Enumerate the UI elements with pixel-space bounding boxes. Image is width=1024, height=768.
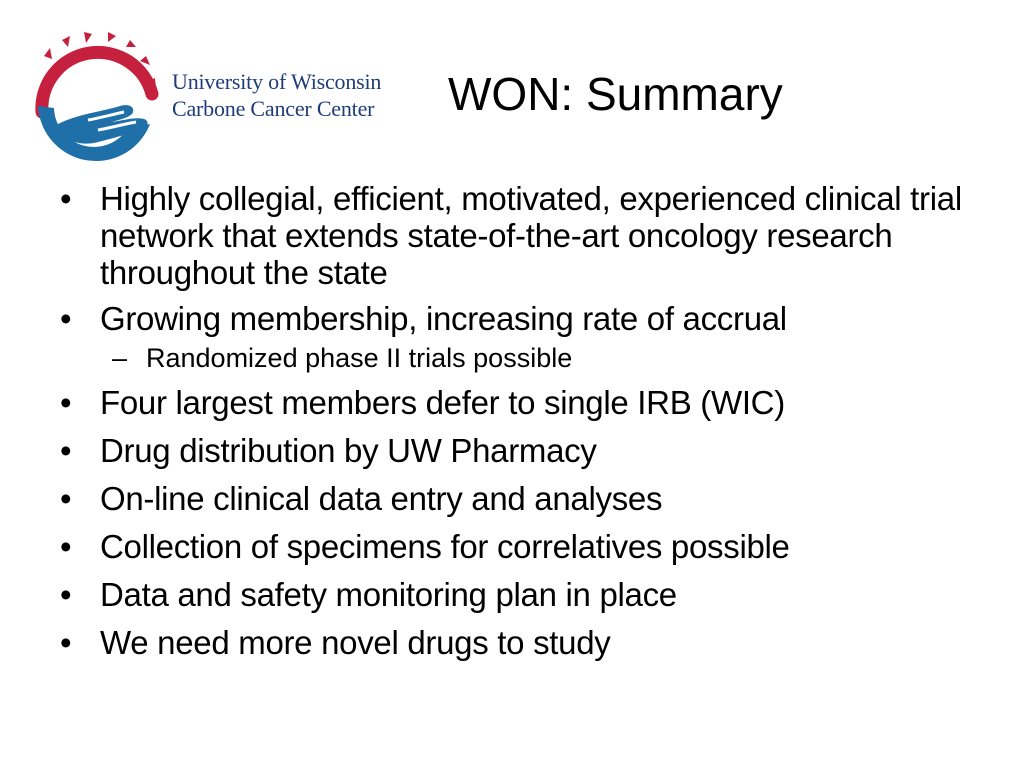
bullet-text: We need more novel drugs to study [100, 624, 611, 661]
slide-title: WON: Summary [448, 68, 783, 120]
bullet-item [60, 384, 980, 421]
bullet-text: Highly collegial, efficient, motivated, experienced clinical trial network that extends state-of-the-art oncology research throughout the state [100, 180, 962, 291]
bullet-text: Growing membership, increasing rate of accrual [100, 300, 787, 337]
bullet-item [60, 432, 980, 469]
bullet-item [60, 300, 980, 337]
bullet-text: On-line clinical data entry and analyses [100, 480, 663, 517]
organization-name-line2: Carbone Cancer Center [172, 96, 375, 121]
bullet-icon: • [60, 180, 72, 217]
bullet-list [60, 180, 980, 672]
bullet-item [60, 480, 980, 517]
sub-bullet-item [60, 342, 980, 374]
bullet-icon: • [60, 576, 72, 613]
bullet-icon: • [60, 384, 72, 421]
bullet-item [60, 576, 980, 613]
bullet-item [60, 528, 980, 565]
organization-name [172, 68, 381, 122]
bullet-icon: • [60, 432, 72, 469]
bullet-icon: • [60, 300, 72, 337]
bullet-item [60, 180, 980, 291]
bullet-text: Four largest members defer to single IRB (WIC) [100, 384, 785, 421]
bullet-icon: • [60, 528, 72, 565]
organization-name-line1: University of Wisconsin [172, 69, 382, 94]
bullet-icon: • [60, 624, 72, 661]
bullet-icon: • [60, 480, 72, 517]
dash-icon: – [112, 343, 128, 373]
bullet-text: Data and safety monitoring plan in place [100, 576, 677, 613]
sub-bullet-text: Randomized phase II trials possible [146, 343, 573, 373]
bullet-text: Drug distribution by UW Pharmacy [100, 432, 597, 469]
uw-carbone-logo-icon [28, 28, 163, 163]
bullet-item [60, 624, 980, 661]
bullet-text: Collection of specimens for correlatives possible [100, 528, 790, 565]
